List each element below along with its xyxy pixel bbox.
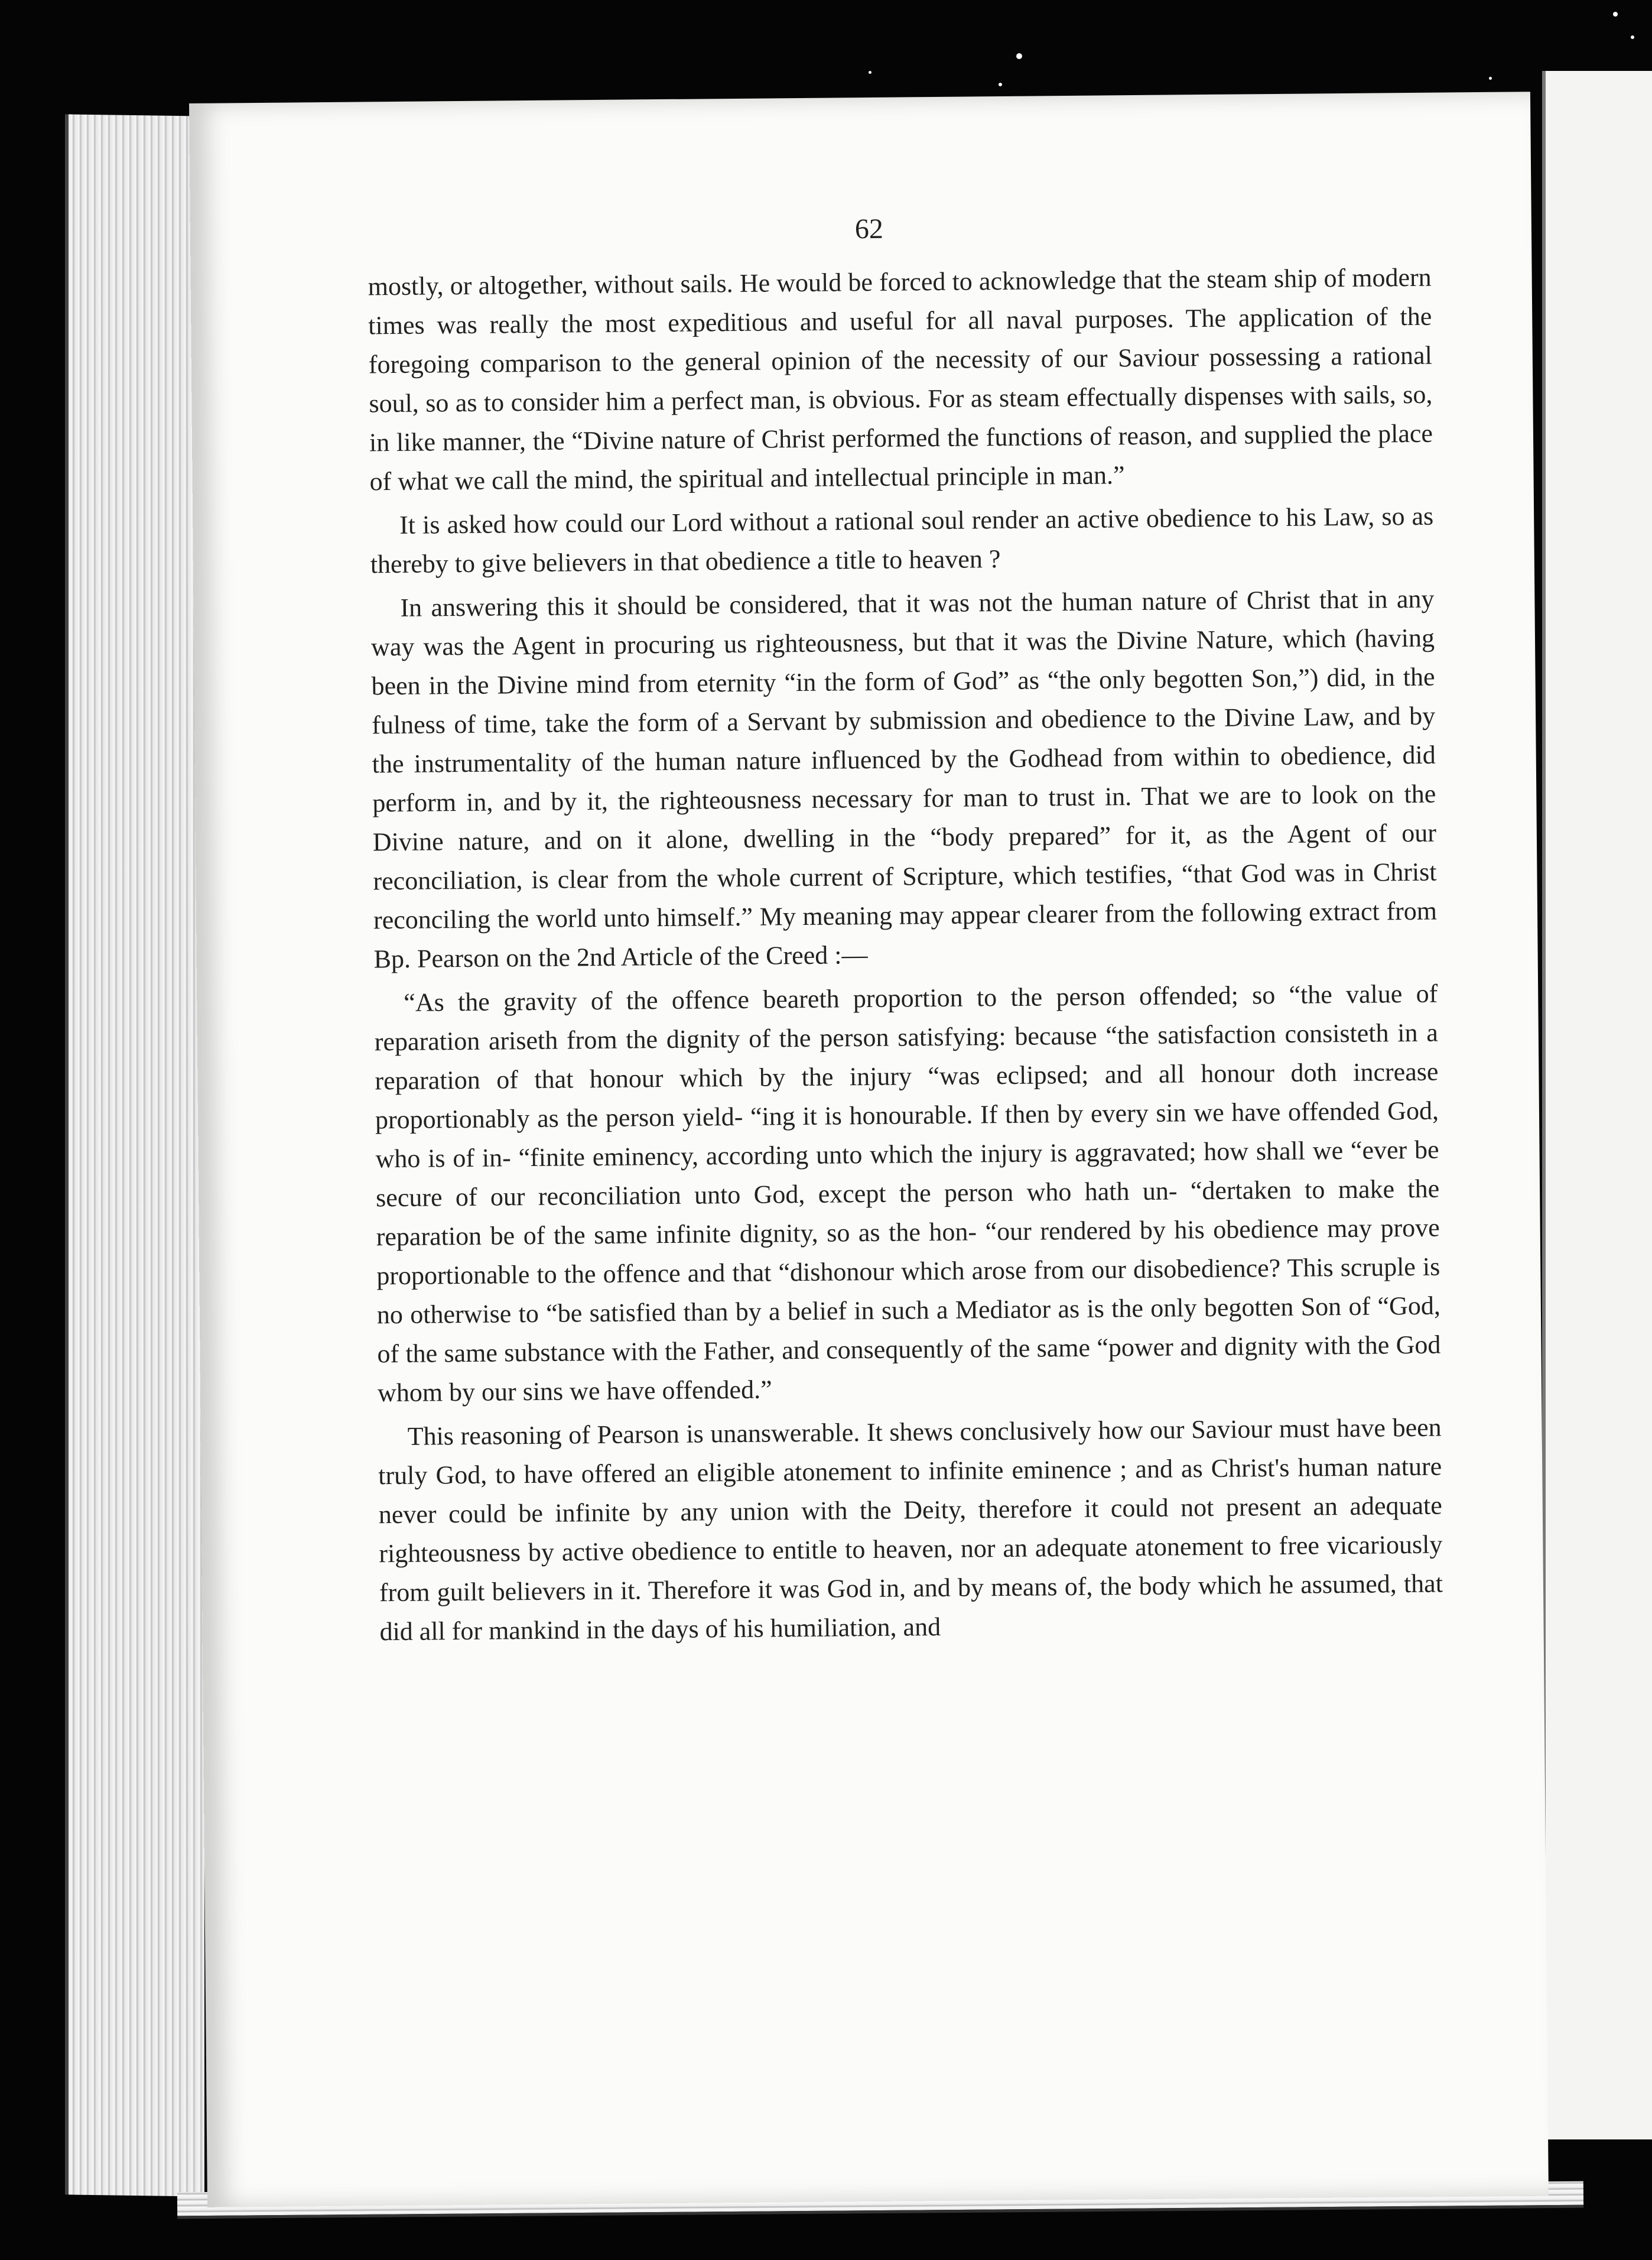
book-page xyxy=(189,92,1549,2207)
paragraph-2: It is asked how could our Lord without a rational soul render an active obedience to his Law, so as thereby to give believers in that obedience a title to heaven ? xyxy=(370,501,1434,579)
paragraph-3: In answering this it should be considered, that it was not the human nature of Christ that in any way was the Agent in procuring us righteousness, but that it was the Divine Nature, which (having been in the Divine mind from eternity “in the form of God” as “the only begotten Son,”) did, in the fulness of time, take the form of a Servant by submission and obedience to the Divine Law, and by the instrumentality of the human nature influenced by the Godhead from within to obedience, did perform in, and by it, the righteousness necessary for man to trust in. That we are to look on the Divine nature, and on it alone, dwelling in the “body prepared” for it, as the Agent of our reconciliation, is clear from the whole current of Scripture, which testifies, “that God was in Christ reconciling the world unto himself.” My meaning may appear clearer from the following extract from Bp. Pearson on the 2nd Article of the Creed :— xyxy=(370,584,1438,974)
facing-page-edge xyxy=(1542,71,1652,2139)
paragraph-5: This reasoning of Pearson is unanswerable. It shews conclusively how our Saviour must have been truly God, to have offered an eligible atonement to infinite eminence ; and as Christ's human nature never could be infinite by any union with the Deity, therefore it could not present an adequate righteousness by active obedience to entitle to heaven, nor an adequate atonement to free vicariously from guilt believers in it. Therefore it was God in, and by means of, the body which he assumed, that did all for mankind in the days of his humiliation, and xyxy=(378,1412,1443,1647)
page-text-block xyxy=(368,258,1443,1657)
book-page-stack-left xyxy=(65,114,204,2196)
quotation-pearson: “As the gravity of the offence beareth proportion to the person offended; so “the value of reparation ariseth from the dignity of the person satisfying: because “the satisfaction consisteth in a reparation of that honour which by the injury “was eclipsed; and all honour doth increase proportionably as the person yield- “ing it is honourable. If then by every sin we have offended God, who is of in- “finite eminency, according unto which the injury is aggravated; how shall we “ever be secure of our reconciliation unto God, except the person who hath un- “dertaken to make the reparation be of the same infinite dignity, so as the hon- “our rendered by his obedience may prove proportionable to the offence and that “dishonour which arose from our disobedience? This scruple is no otherwise to “be satisfied than by a belief in such a Mediator as is the only begotten Son of “God, of the same substance with the Father, and consequently of the same “power and dignity with the God whom by our sins we have offended.” xyxy=(374,979,1441,1408)
paragraph-1: mostly, or altogether, without sails. He would be forced to acknowledge that the steam ship of modern times was really the most expeditious and useful for all naval purposes. The application of the foregoing comparison to the general opinion of the necessity of our Saviour possessing a rational soul, so as to consider him a perfect man, is obvious. For as steam effectually dispenses with sails, so, in like manner, the “Divine nature of Christ performed the functions of reason, and supplied the place of what we call the mind, the spiritual and intellectual principle in man.” xyxy=(368,262,1433,496)
page-number: 62 xyxy=(854,213,884,245)
